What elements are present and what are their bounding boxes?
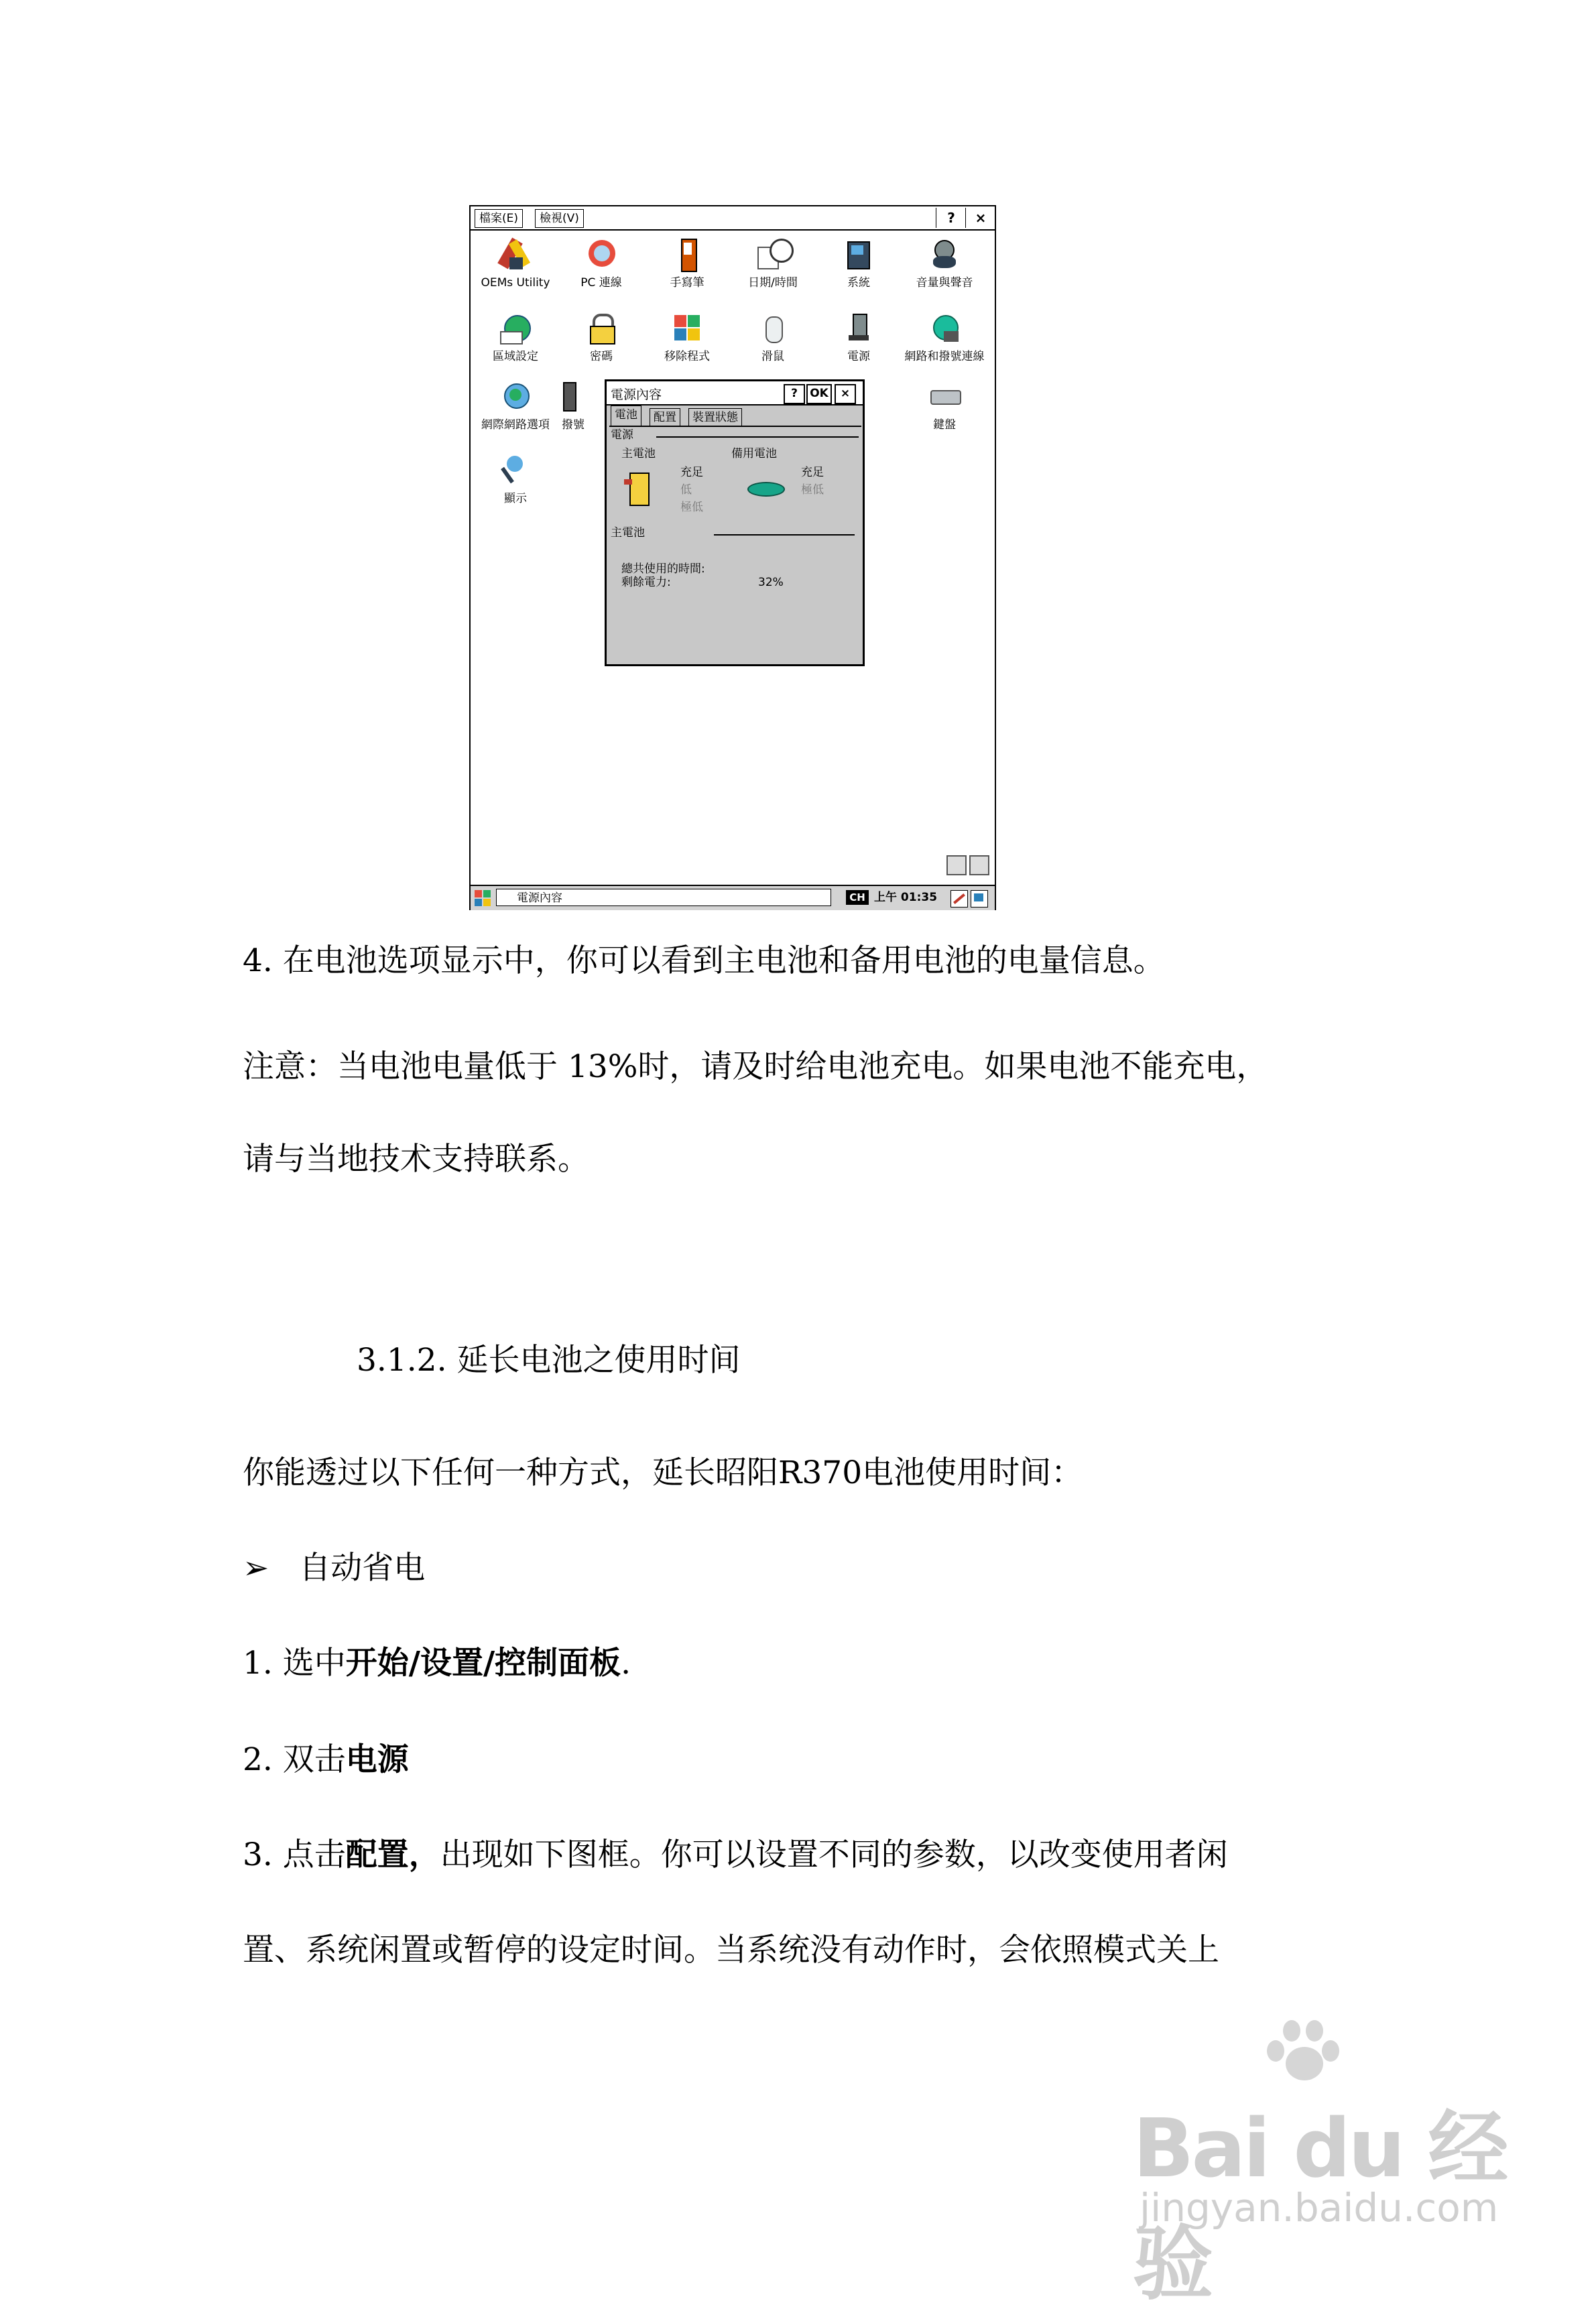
- taskbar: [471, 885, 995, 910]
- main-status-full: 充足: [680, 466, 703, 479]
- remove-programs-icon: [669, 311, 705, 347]
- cp-item-label: 音量與聲音: [916, 276, 973, 290]
- dialog-close-button[interactable]: ×: [835, 384, 856, 404]
- step-2-target: 电源: [345, 1741, 409, 1778]
- cp-item-dialing[interactable]: [558, 379, 605, 432]
- cp-item-pc-connection[interactable]: [558, 237, 645, 290]
- step-1: [243, 1643, 631, 1684]
- cp-item-label: 撥號: [562, 418, 585, 432]
- step-3-line-2: 置、系统闲置或暂停的设定时间。当系统没有动作时，会依照模式关上: [243, 1932, 1219, 1968]
- step-2-prefix: 2. 双击: [243, 1741, 346, 1778]
- cp-item-label: 電源: [847, 350, 870, 363]
- taskbar-clock: 上午 01:35: [874, 891, 938, 904]
- power-icon: [841, 311, 877, 347]
- arrow-bullet-icon: ➢: [243, 1550, 269, 1586]
- backup-battery-icon: [747, 482, 782, 494]
- desktop-tray-icon[interactable]: [971, 890, 988, 908]
- note-line-1: 注意：当电池电量低于 13%时，请及时给电池充电。如果电池不能充电，: [243, 1048, 1268, 1085]
- cp-item-stylus[interactable]: [643, 237, 731, 290]
- cp-item-label: OEMs Utility: [481, 276, 550, 290]
- mouse-icon: [755, 311, 791, 347]
- cp-item-datetime[interactable]: [729, 237, 816, 290]
- step-3-text: 出现如下图框。你可以设置不同的参数，以改变使用者闲: [440, 1836, 1228, 1873]
- input-language-indicator[interactable]: CH: [846, 890, 869, 905]
- cp-item-label: 網路和撥號連線: [904, 350, 985, 363]
- dialing-icon: [563, 379, 599, 416]
- remaining-power-value: 32%: [758, 576, 784, 589]
- cp-item-label: 區域設定: [493, 350, 538, 363]
- cp-item-display[interactable]: [472, 453, 559, 505]
- baidu-watermark: [1126, 2017, 1555, 2311]
- dialog-title: 電源內容: [611, 387, 662, 402]
- windows-start-icon[interactable]: [475, 890, 491, 906]
- tile-view-button[interactable]: [946, 855, 967, 875]
- speaker-icon: [926, 237, 963, 273]
- cp-item-label: 移除程式: [664, 350, 710, 363]
- main-battery-label: 主電池: [621, 447, 656, 460]
- stylus-icon: [669, 237, 705, 273]
- backup-status-full: 充足: [801, 466, 824, 479]
- control-panel-screenshot: [469, 205, 996, 910]
- cp-item-network[interactable]: [901, 311, 988, 363]
- cp-item-internet-options[interactable]: [472, 379, 559, 432]
- cp-item-label: 系統: [847, 276, 870, 290]
- keyboard-icon: [926, 379, 963, 416]
- cp-item-regional[interactable]: [472, 311, 559, 363]
- remaining-power-label: 剩餘電力:: [621, 576, 671, 589]
- list-view-button[interactable]: [969, 855, 989, 875]
- section-power-label: 電源: [611, 428, 633, 442]
- paw-logo-icon: [1267, 2017, 1341, 2084]
- close-button[interactable]: ×: [965, 208, 995, 228]
- bullet-item: [243, 1548, 425, 1588]
- cp-item-keyboard[interactable]: [901, 379, 988, 432]
- step-3-target: 配置，: [345, 1836, 440, 1873]
- main-status-very-low: 極低: [680, 501, 703, 514]
- main-status-low: 低: [680, 483, 692, 497]
- step-1-prefix: 1. 选中: [243, 1645, 346, 1682]
- total-use-label: 總共使用的時間:: [621, 562, 705, 576]
- taskbar-task-label: 電源內容: [517, 891, 562, 905]
- dialog-ok-button[interactable]: OK: [806, 384, 832, 404]
- bullet-label: 自动省电: [299, 1550, 426, 1586]
- cp-item-label: 網際網路選項: [481, 418, 550, 432]
- watermark-url: jingyan.baidu.com: [1140, 2185, 1499, 2231]
- help-button[interactable]: ?: [936, 208, 966, 228]
- pc-connection-icon: [583, 237, 619, 273]
- dialog-help-button[interactable]: ?: [784, 384, 805, 404]
- tools-icon: [497, 237, 534, 273]
- tab-divider: [609, 426, 861, 427]
- cp-item-label: 密碼: [590, 350, 613, 363]
- dialog-title-bar: [607, 381, 863, 405]
- menu-view[interactable]: 檢視(V): [535, 209, 584, 228]
- taskbar-task-button[interactable]: [496, 889, 831, 906]
- section-main-battery-label: 主電池: [611, 526, 645, 540]
- cp-item-label: 顯示: [504, 492, 527, 505]
- cp-item-sound[interactable]: [901, 237, 988, 290]
- step-1-path: 开始/设置/控制面板: [345, 1645, 621, 1682]
- cp-item-label: 手寫筆: [670, 276, 704, 290]
- step-2: [243, 1740, 409, 1780]
- tab-schemes[interactable]: 配置: [650, 408, 680, 426]
- network-icon: [926, 311, 963, 347]
- clock-icon: [755, 237, 791, 273]
- section-heading: 3.1.2. 延长电池之使用时间: [357, 1342, 741, 1379]
- cp-item-password[interactable]: [558, 311, 645, 363]
- menu-file[interactable]: 檔案(E): [475, 209, 523, 228]
- step-3-line-1: [243, 1835, 1228, 1875]
- cp-item-label: 鍵盤: [933, 418, 956, 432]
- backup-battery-label: 備用電池: [731, 447, 777, 460]
- password-icon: [583, 311, 619, 347]
- paragraph-step-4: 4. 在电池选项显示中，你可以看到主电池和备用电池的电量信息。: [243, 942, 1165, 979]
- intro-paragraph: 你能透过以下任何一种方式，延长昭阳R370电池使用时间：: [243, 1454, 1083, 1491]
- cp-item-label: PC 連線: [580, 276, 622, 290]
- display-icon: [497, 453, 534, 489]
- tab-battery[interactable]: 電池: [611, 405, 641, 426]
- cp-item-label: 日期/時間: [748, 276, 798, 290]
- pen-tray-icon[interactable]: [950, 890, 968, 908]
- note-line-2: 请与当地技术支持联系。: [243, 1141, 589, 1178]
- tab-device-status[interactable]: 裝置狀態: [688, 408, 742, 426]
- cp-item-oems[interactable]: [472, 237, 559, 290]
- divider: [656, 436, 859, 438]
- cp-item-power[interactable]: [815, 311, 902, 363]
- watermark-logo: Bai du 经验: [1133, 2103, 1506, 2311]
- backup-status-very-low: 極低: [801, 483, 824, 497]
- system-icon: [841, 237, 877, 273]
- step-1-suffix: .: [621, 1645, 631, 1682]
- power-properties-dialog: [605, 379, 865, 666]
- globe-icon: [497, 311, 534, 347]
- divider: [714, 534, 855, 536]
- cp-item-label: 滑鼠: [761, 350, 784, 363]
- menu-bar: [471, 206, 995, 231]
- battery-icon: [624, 473, 648, 503]
- step-3-prefix: 3. 点击: [243, 1836, 346, 1873]
- internet-icon: [497, 379, 534, 416]
- cp-item-system[interactable]: [815, 237, 902, 290]
- cp-item-remove-programs[interactable]: [643, 311, 731, 363]
- cp-item-mouse[interactable]: [729, 311, 816, 363]
